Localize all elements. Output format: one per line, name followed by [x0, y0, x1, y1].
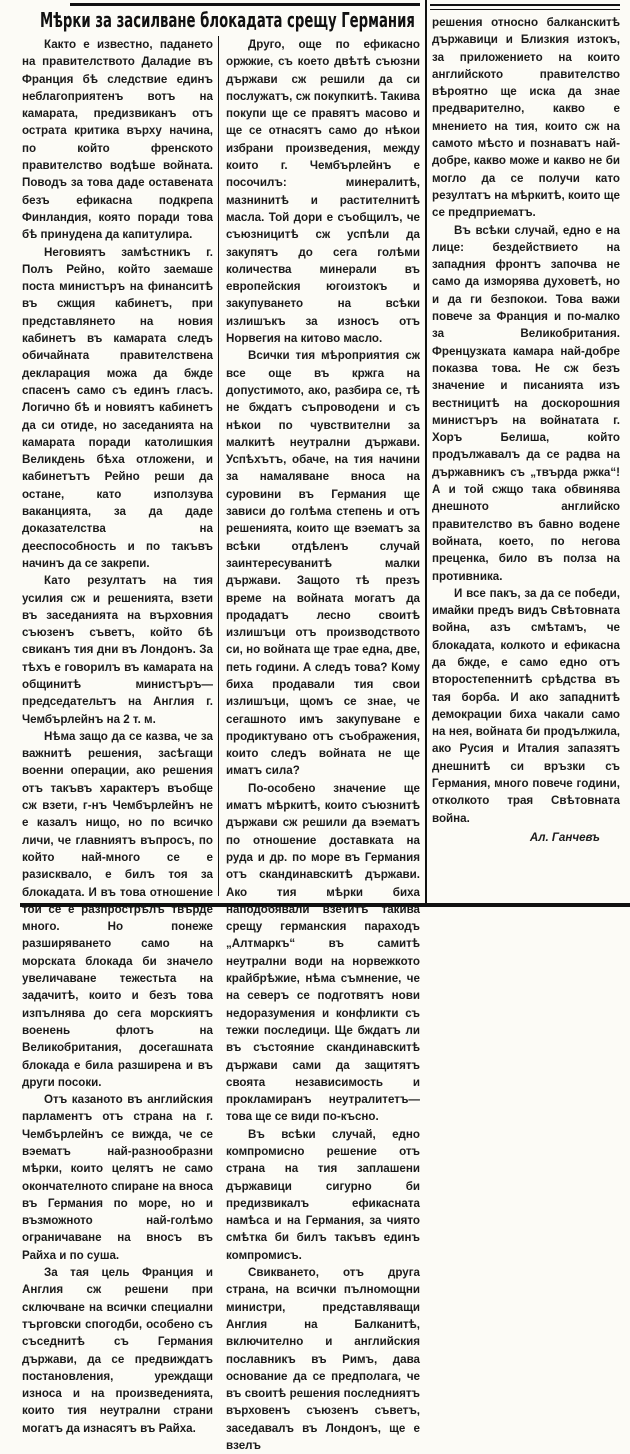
- paragraph: Друго, още по ефикасно оржжие, съ което двѣтѣ съюзни държави сж решили да си послужатъ, сж покупкитѣ. Такива покупи ще се правятъ масово и ще се отнасятъ само до нѣкои избрани произведения, между които г. Чембърлейнъ е посочилъ: минералитѣ, мазнинитѣ и растителнитѣ масла. Той дори е съобщилъ, че съюзницитѣ сж успѣли да закупятъ до сега голѣми количества минерали въ европейския югоизтокъ и закупуването на всѣки излишъкъ за износъ отъ Норвегия на китово масло.: [226, 38, 420, 346]
- paragraph: Въ всѣки случай, едно компромисно решение отъ страна на тия заплашени държавици сигурно би предизвикалъ ефикасната намѣса и на Германия, за чиято смѣтка би билъ такъвъ единъ компромисъ.: [226, 1127, 420, 1262]
- paragraph: Като резултатъ на тия усилия сж и решенията, взети въ заседанията на върховния съюзенъ съветъ, който бѣ свиканъ тия дни въ Лондонъ. За тѣхъ е говорилъ въ камарата на общинитѣ министъръ—председательтъ на Англия г. Чембърлейнъ на 2 т. м.: [22, 574, 213, 726]
- top-rule-right: [430, 4, 620, 6]
- author-signature: Ал. Ганчевъ: [529, 830, 600, 844]
- article-title: Мѣрки за засилване блокадата срещу Германия: [40, 8, 415, 32]
- column-divider: [425, 0, 427, 905]
- paragraph: Въ всѣки случай, едно е на лице: бездействието на западния фронтъ започва не само да изморява духоветѣ, но и да ги безпокои. Това важи повече за Франция и по-малко за Великобритания. Френцузката камара най-добре показва това. Не сж безъ значение и писанията изъ вестницитѣ на доскорошния министъръ на войнатата г. Хоръ Белиша, който продължавалъ да се радва на държавникъ съ „твърда ржка“! А и той сжщо така обвинява днешното английско правителство въ бавно водене войната, което, по негова преценка, било въ полза на противника.: [432, 223, 620, 583]
- paragraph: Всички тия мѣроприятия сж все още въ кржга на допустимото, ако, разбира се, тѣ не бждатъ съпроводени и съ нѣкои по чувствителни за малкитѣ неутрални държави. Успѣхътъ, обаче, на тия начини за намаляване вноса на суровини въ Германия ще зависи до голѣма степень и отъ решенията, които ще вэематъ за всѣки отдѣленъ случай заинтересуванитѣ малки държави. Защото тѣ презъ време на войната могатъ да продадатъ лесно своитѣ излишъци отъ производството си, но войната ще трае една, две, петь години. А следъ това? Кому биха продавали тия свои излишъци, щомъ се знае, че сегашното имъ закупуване е продиктувано отъ съображения, които следъ войната не ще иматъ сила?: [226, 349, 420, 778]
- paragraph: За тая цель Франция и Англия сж решени при сключване на всички специални търговски спогодби, особено съ съседнитѣ съ Германия държави, да се предвиждатъ постановления, уреждащи износа и на произведенията, които тия неутрални страни могатъ да изнасятъ въ Райха.: [22, 1266, 213, 1435]
- top-rule-right-2: [430, 9, 620, 10]
- article-column-1: [22, 36, 213, 1437]
- article-column-3: [432, 14, 620, 846]
- article-column-2: [226, 36, 420, 1454]
- paragraph: По-особено значение ще иматъ мѣркитѣ, които съюзнитѣ държави сж решили да вэематъ по отношение доставката на руда и др. по море въ Германия отъ скандинавскитѣ държави. Ако тия мѣрки биха наподобявали взетитѣ такива срещу германския параходъ „Алтмаркъ“ въ самитѣ неутрални води на норвежкото крайбрѣжие, нѣма съмнение, че на северъ се подготвятъ нови недоразумения и конфликти съ тежки последици. Ще бждатъ ли въ състояние скандинавскитѣ държави сами да защитятъ своята независимость и прокламиранъ неутралитетъ—това ще се види по-късно.: [226, 781, 420, 1124]
- paragraph: решения относно балканскитѣ държавици и Близкия изтокъ, за приложението на които английското правителство вѣроятно ще иска да знае предварително, какво е мнението на тия, които сж на самото мѣсто и познаватъ най-добре, какво може и какво не би могло да се получи като резултатъ на мѣркитѣ, които ще се предприематъ.: [432, 16, 620, 220]
- paragraph: Неговиятъ замѣстникъ г. Полъ Рейно, който заемаше поста министъръ на финанситѣ въ сжщия кабинетъ, при представлянето на новия кабинетъ въ камарата следъ обичайната правителствена декларация можа да бжде спасенъ само съ единъ гласъ. Логично бѣ и новиятъ кабинетъ да си отиде, но заседанията на камарата поради католишкия Великдень бѣха отложени, и кабинетътъ Рейно реши да остане, като използува ваканцията, за да даде доказателства на дееспособность и по такъвъ начинъ да се закрепи.: [22, 245, 213, 570]
- paragraph: Нѣма защо да се казва, че за важнитѣ решения, засѣгащи военни операции, ако решения отъ такъвъ характеръ въобще сж взети, г-нъ Чембърлейнъ не е казалъ нищо, но по всичко личи, че главниятъ въпросъ, по който най-много се е разисквало, е билъ тоя за блокадата. И въ това отношение той се е разпрострѣлъ твърде много. Но понеже разширяването само на морската блокада би значело увеличаване тежестьта на задачитѣ, които и безъ това изпълнява до сега морскиятъ военень флотъ на Великобритания, досегашната блокада е била разширена и въ други посоки.: [22, 729, 213, 1089]
- paragraph: И все пакъ, за да се победи, имайки предъ видъ Свѣтовната война, азъ смѣтамъ, че блокадата, колкото и ефикасна да бжде, е само едно отъ второстепеннитѣ срѣдства въ тая борба. И ако западнитѣ демокрации биха чакали само на нея, войната би продължила, ако Русия и Италия запазятъ днешнитѣ си връзки съ Германия, много повече години, отколкото трая Свѣтовната война.: [432, 586, 620, 825]
- column-divider: [218, 36, 219, 896]
- paragraph: Както е известно, падането на правителството Даладие въ Франция бѣ следствие единъ неблагоприятенъ вотъ на камарата, предизвиканъ отъ острата критика върху начина, по който френското правителство водѣше войната. Поводъ за това даде оставената безъ ефикасна подкрепа Финландия, която поради това бѣ принудена да капитулира.: [22, 38, 213, 242]
- paragraph: Свикването, отъ друга страна, на всички пълномощни министри, представляващи Англия на Балканитѣ, включително и английския пославникъ въ Римъ, дава основание да се предполага, че въ своитѣ решения последниятъ върховенъ съюзенъ съветъ, заседавалъ въ Лондонъ, ще е взелъ: [226, 1266, 420, 1453]
- paragraph: Отъ казаното въ английския парламентъ отъ страна на г. Чембърлейнъ се вижда, че се вэематъ най-разнообразни мѣрки, които целятъ не само окончателното спиране на вноса въ Германия по море, но и възможното най-голѣмо ограничаване на вносъ въ Райха и по суша.: [22, 1093, 213, 1262]
- top-rule: [70, 3, 420, 6]
